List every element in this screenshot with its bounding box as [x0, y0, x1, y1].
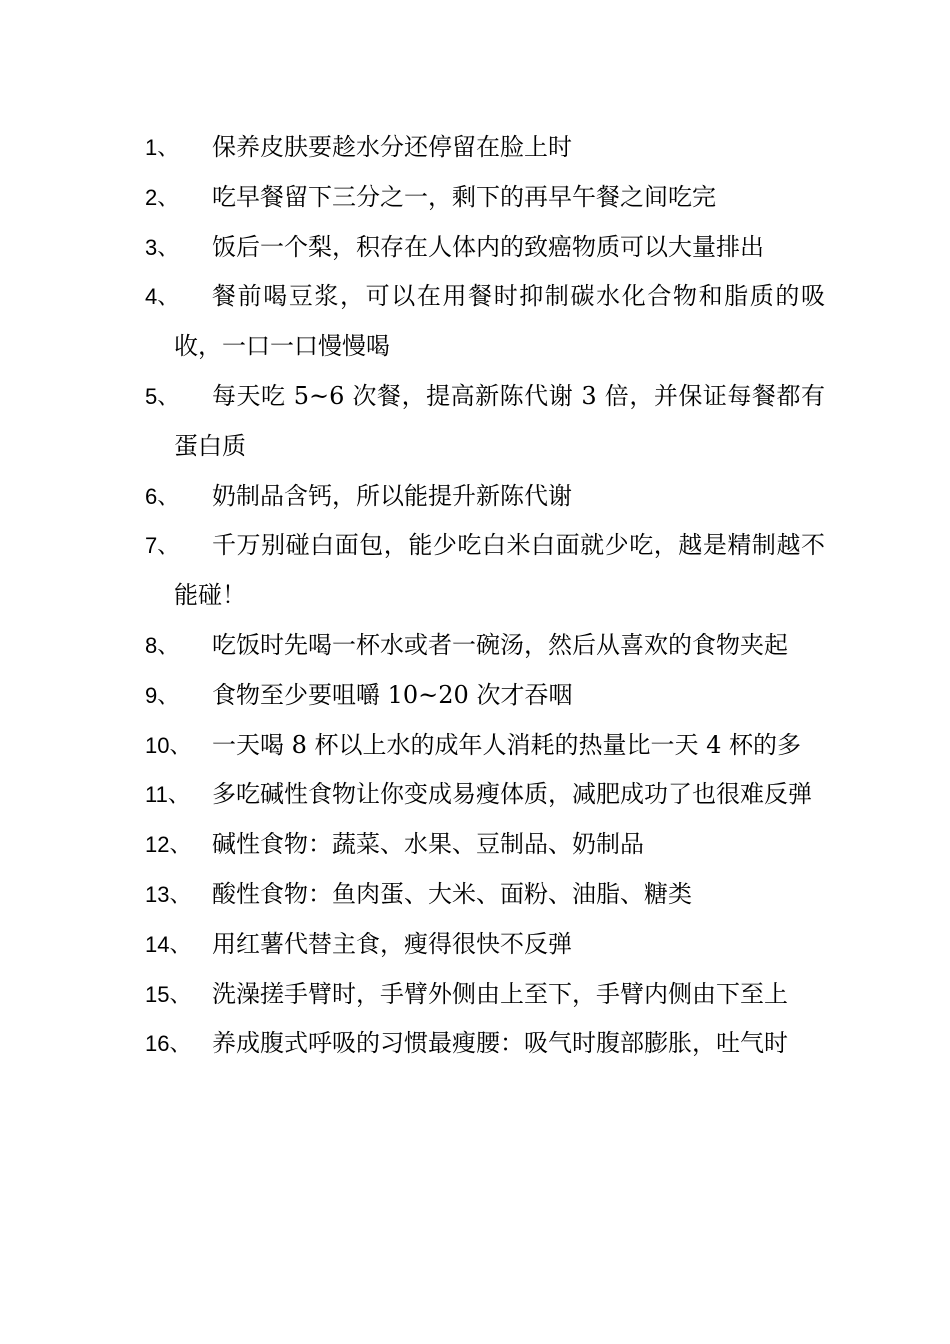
- item-number: 12、: [145, 832, 192, 858]
- list-item: [145, 223, 825, 273]
- list-item: [145, 920, 825, 970]
- item-number: 16、: [145, 1031, 192, 1057]
- list-item: [145, 123, 825, 173]
- list-item: [145, 970, 825, 1020]
- list-item: [145, 770, 825, 820]
- list-item: [145, 1019, 825, 1069]
- tips-list: [145, 123, 825, 1069]
- list-item: [145, 870, 825, 920]
- item-number: 9、: [145, 682, 180, 708]
- item-text: 多吃碱性食物让你变成易瘦体质，减肥成功了也很难反弹: [212, 780, 812, 809]
- item-text: 食物至少要咀嚼 10~20 次才吞咽: [212, 680, 573, 709]
- list-item: [145, 820, 825, 870]
- item-number: 3、: [145, 234, 180, 260]
- item-number: 6、: [145, 483, 180, 509]
- item-number: 2、: [145, 184, 180, 210]
- item-number: 8、: [145, 632, 180, 658]
- item-number: 15、: [145, 981, 192, 1007]
- item-text: 饭后一个梨，积存在人体内的致癌物质可以大量排出: [212, 232, 764, 261]
- item-text: 千万别碰白面包，能少吃白米白面就少吃，越是精制越不能碰！: [174, 531, 825, 610]
- list-item: [145, 671, 825, 721]
- item-text: 保养皮肤要趁水分还停留在脸上时: [212, 133, 572, 161]
- item-number: 11、: [145, 782, 190, 808]
- list-item: [145, 372, 825, 472]
- item-number: 1、: [145, 135, 180, 160]
- list-item: [145, 173, 825, 223]
- item-text: 酸性食物：鱼肉蛋、大米、面粉、油脂、糖类: [212, 879, 692, 908]
- item-number: 10、: [145, 732, 192, 758]
- item-number: 13、: [145, 881, 192, 907]
- item-text: 碱性食物：蔬菜、水果、豆制品、奶制品: [212, 830, 644, 859]
- item-text: 用红薯代替主食，瘦得很快不反弹: [212, 929, 572, 958]
- list-item: [145, 272, 825, 372]
- item-number: 5、: [145, 383, 180, 409]
- list-item: [145, 621, 825, 671]
- item-text: 吃饭时先喝一杯水或者一碗汤，然后从喜欢的食物夹起: [212, 630, 788, 659]
- item-text: 一天喝 8 杯以上水的成年人消耗的热量比一天 4 杯的多: [212, 730, 802, 759]
- list-item: [145, 721, 825, 771]
- item-number: 4、: [145, 284, 180, 310]
- item-text: 餐前喝豆浆，可以在用餐时抑制碳水化合物和脂质的吸收，一口一口慢慢喝: [174, 282, 825, 361]
- item-text: 养成腹式呼吸的习惯最瘦腰：吸气时腹部膨胀，吐气时: [212, 1029, 788, 1058]
- item-number: 14、: [145, 931, 192, 957]
- item-text: 奶制品含钙，所以能提升新陈代谢: [212, 481, 572, 510]
- list-item: [145, 521, 825, 621]
- list-item: [145, 472, 825, 522]
- item-text: 每天吃 5~6 次餐，提高新陈代谢 3 倍，并保证每餐都有蛋白质: [174, 381, 825, 460]
- item-number: 7、: [145, 533, 180, 559]
- item-text: 吃早餐留下三分之一，剩下的再早午餐之间吃完: [212, 182, 716, 211]
- item-text: 洗澡搓手臂时，手臂外侧由上至下，手臂内侧由下至上: [212, 979, 788, 1008]
